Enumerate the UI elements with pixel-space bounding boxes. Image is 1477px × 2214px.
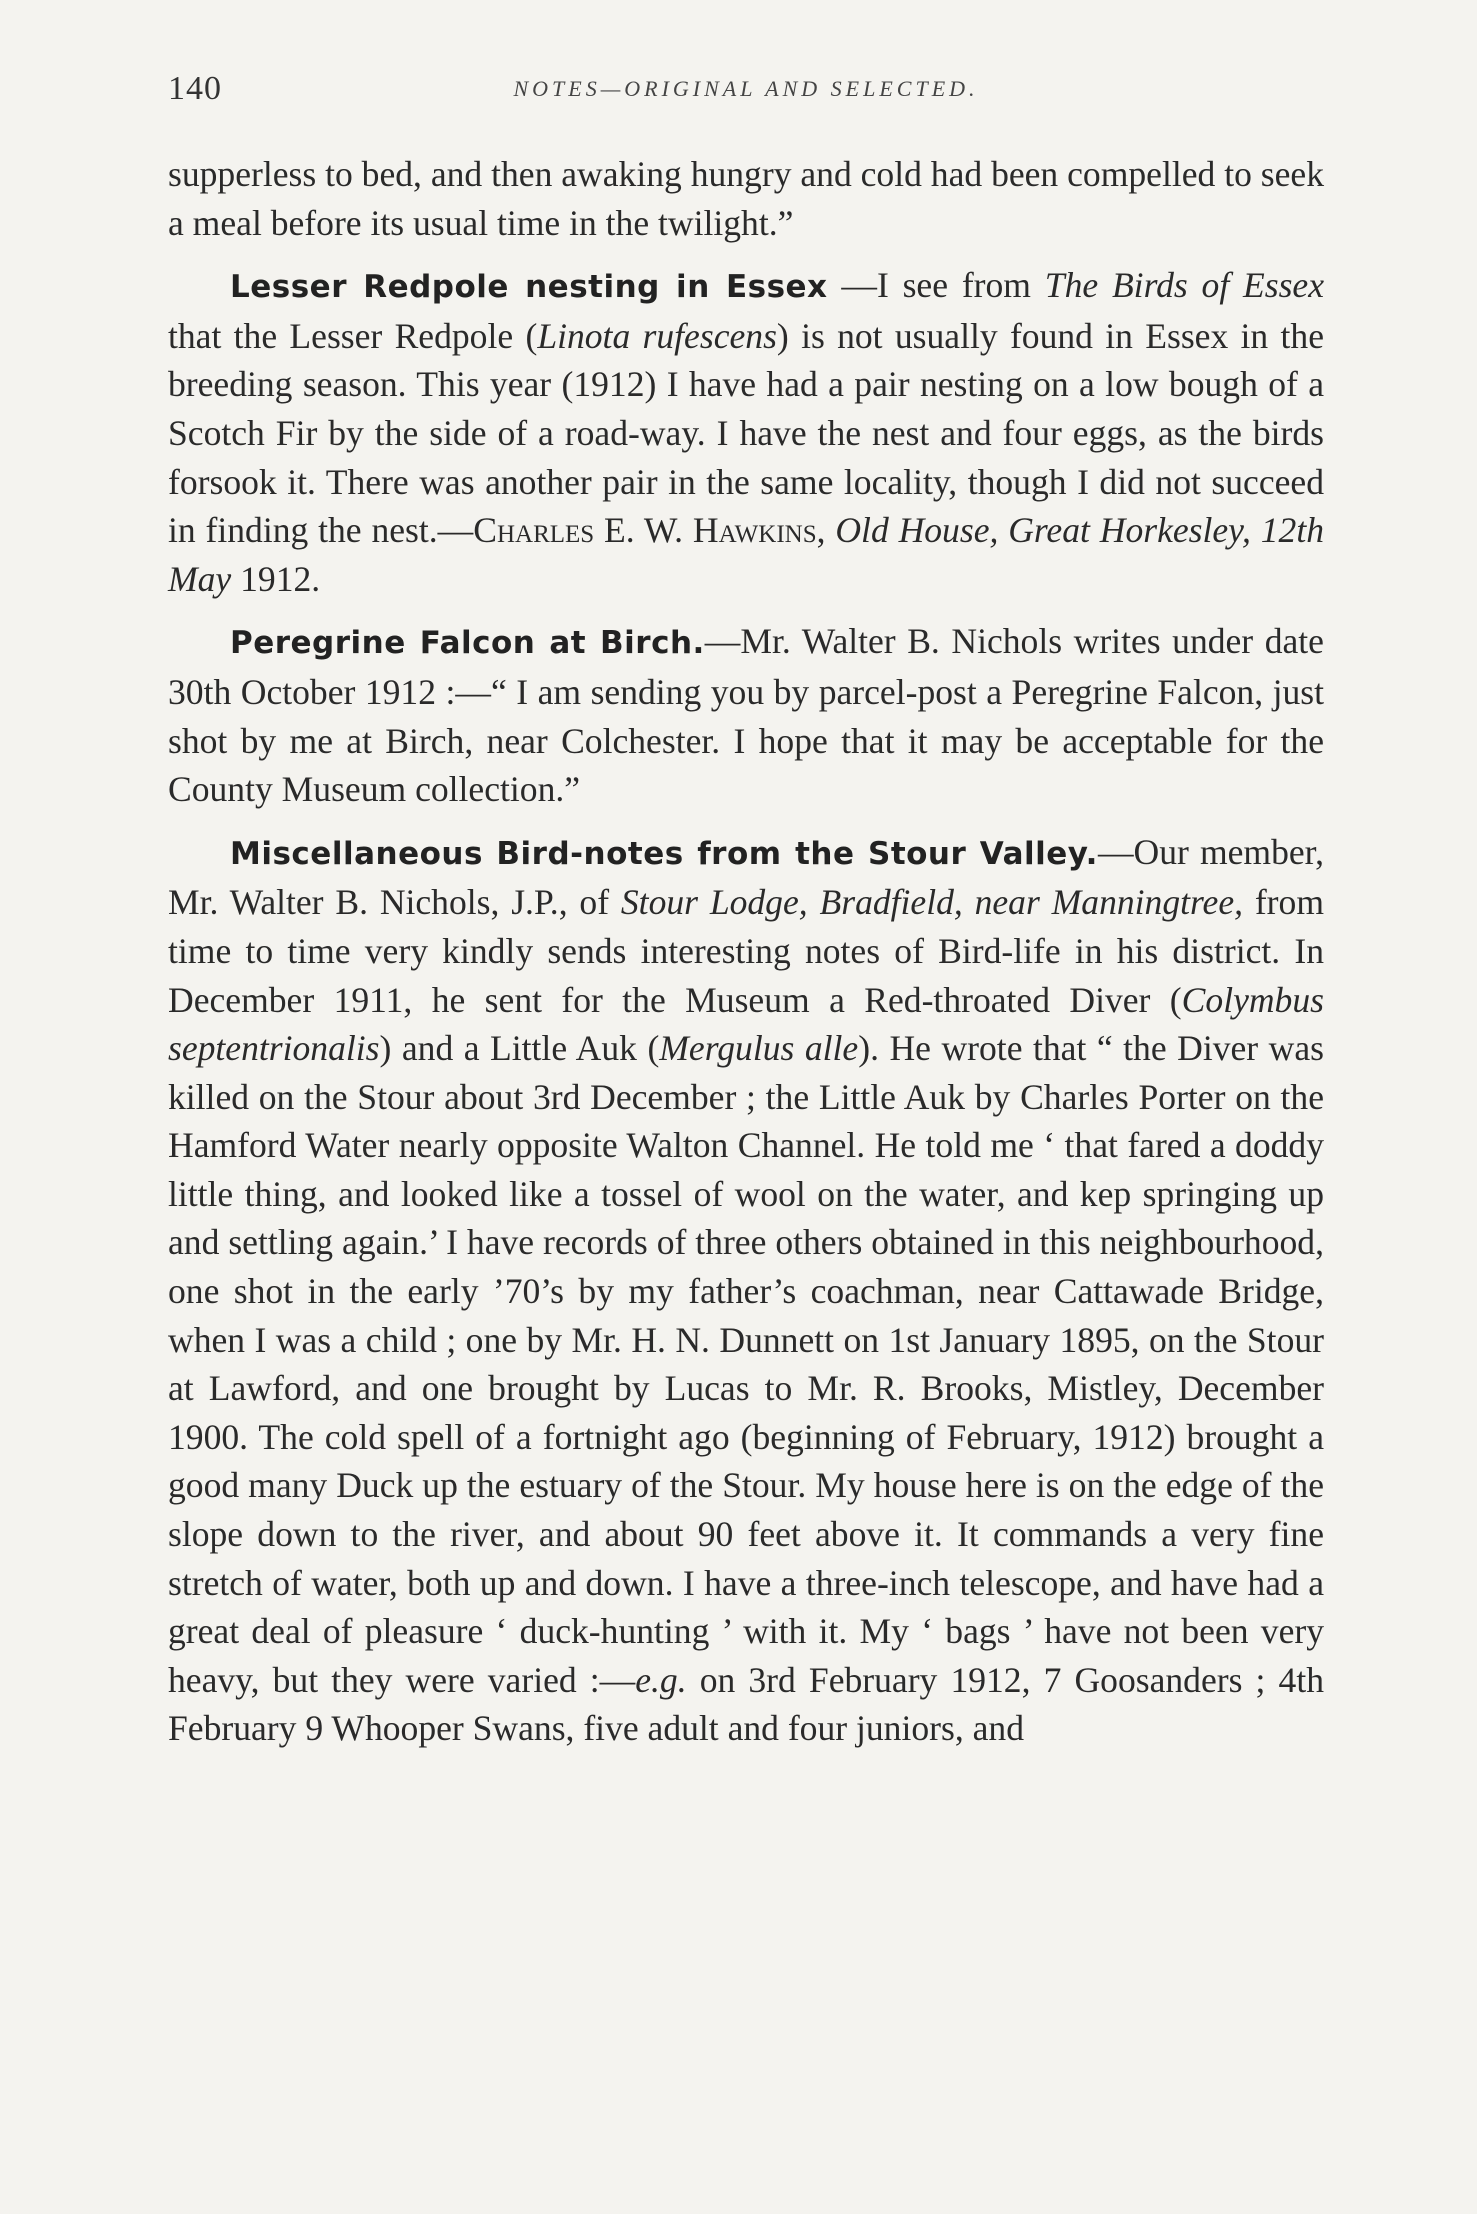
paragraph-text: ) is not usually found in Essex in the breeding season. This year (1912) I have had a pair nesting on a low bough of a Scotch Fir by the side of a road-way. I have the nest and four eggs, as the birds forsook it. There was another pair in the same locality, though I did not succeed in finding the nest.— xyxy=(168,315,1324,551)
paragraph-text: ) and a Little Auk ( xyxy=(379,1028,660,1069)
paragraph-text: —I see from xyxy=(827,265,1045,306)
paragraph-peregrine-falcon xyxy=(168,617,1324,813)
paragraph-text: —Our member, Mr. Walter B. Nichols, J.P., of xyxy=(168,831,1324,923)
species-name: Colymbus septentrionalis xyxy=(168,979,1324,1069)
paragraph-stour-valley xyxy=(168,828,1324,1753)
paragraph-text: , xyxy=(816,510,836,551)
abbreviation: e.g. xyxy=(635,1659,687,1700)
body-text xyxy=(168,150,1324,1753)
paragraph-continuation xyxy=(168,150,1324,247)
running-head: NOTES—ORIGINAL AND SELECTED. xyxy=(513,76,979,101)
paragraph-text: ). He wrote that “ the Diver was killed on the Stour about 3rd December ; the Little Auk by Charles Porter on the Hamford Water nearly opposite Walton Channel. He told me ‘ that fared a doddy little thing, and looked like a tossel of wool on the water, and kep springing up and settling again.’ I have records of three others obtained in this neighbourhood, one shot in the early ’70’s by my father’s coachman, near Cattawade Bridge, when I was a child ; one by Mr. H. N. Dunnett on 1st January 1895, on the Stour at Lawford, and one brought by Lucas to Mr. R. Brooks, Mistley, December 1900. The cold spell of a fortnight ago (beginning of February, 1912) brought a good many Duck up the estuary of the Stour. My house here is on the edge of the slope down to the river, and about 90 feet above it. It commands a very fine stretch of water, both up and down. I have a three-inch telescope, and have had a great deal of pleasure ‘ duck-hunting ’ with it. My ‘ bags ’ have not been very heavy, but they were varied :— xyxy=(168,1028,1324,1700)
page-number: 140 xyxy=(168,70,222,107)
paragraph-lesser-redpole xyxy=(168,261,1324,603)
paragraph-text: —Mr. Walter B. Nichols writes under date 30th October 1912 :—“ I am sending you by parcel-post a Peregrine Falcon, just shot by me at Birch, near Colchester. I hope that it may be acceptable for the County Museum collection.” xyxy=(168,621,1324,810)
place-name: Stour Lodge, Bradfield, near Manningtree, xyxy=(620,882,1243,923)
section-heading: Lesser Redpole nesting in Essex xyxy=(230,269,828,306)
species-name: Mergulus alle xyxy=(659,1028,859,1069)
species-name: Linota rufescens xyxy=(537,315,777,356)
section-heading: Miscellaneous Bird-notes from the Stour Valley. xyxy=(230,835,1098,872)
section-heading: Peregrine Falcon at Birch. xyxy=(230,625,705,662)
book-title: The Birds of Essex xyxy=(1044,265,1325,306)
signature-name: Charles E. W. Hawkins xyxy=(473,510,817,551)
paragraph-text: from time to time very kindly sends interesting notes of Bird-life in his district. In December 1911, he sent for the Museum a Red-throated Diver ( xyxy=(168,882,1324,1020)
paragraph-text: supperless to bed, and then awaking hungry and cold had been compelled to seek a meal before its usual time in the twilight.” xyxy=(168,154,1324,243)
paragraph-text: 1912. xyxy=(231,558,321,599)
paragraph-text: on 3rd February 1912, 7 Goosanders ; 4th February 9 Whooper Swans, five adult and four juniors, and xyxy=(168,1659,1324,1749)
page-header xyxy=(168,70,1324,110)
paragraph-text: that the Lesser Redpole ( xyxy=(168,315,538,356)
signature-place: Old House, Great Horkesley, 12th May xyxy=(168,510,1324,599)
